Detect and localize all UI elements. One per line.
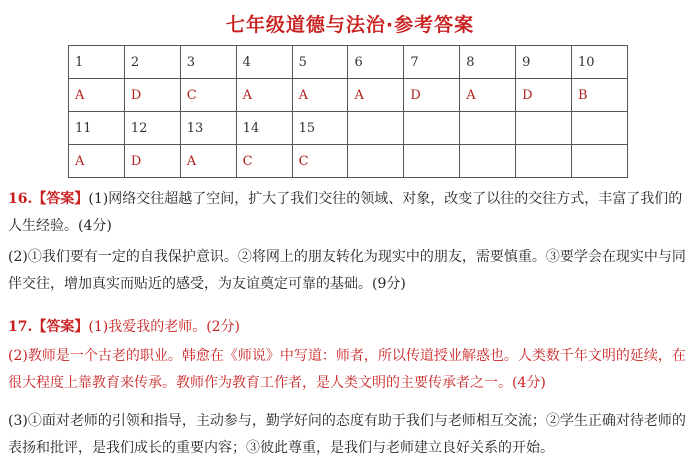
table-row — [69, 79, 628, 112]
table-cell: C — [180, 79, 236, 112]
table-cell: 10 — [572, 46, 628, 79]
table-cell: A — [292, 79, 348, 112]
table-cell: 6 — [348, 46, 404, 79]
table-cell — [460, 112, 516, 145]
table-cell: A — [69, 145, 125, 178]
table-cell: D — [404, 79, 460, 112]
table-cell: A — [180, 145, 236, 178]
q17-part3 — [8, 408, 696, 462]
table-row — [69, 46, 628, 79]
q17-part2 — [8, 343, 696, 397]
table-row — [69, 145, 628, 178]
table-cell: 1 — [69, 46, 125, 79]
table-cell — [572, 145, 628, 178]
table-cell: 8 — [460, 46, 516, 79]
table-cell: D — [124, 79, 180, 112]
table-cell: C — [236, 145, 292, 178]
q16-part1-text: (1)网络交往超越了空间，扩大了我们交往的领域、对象，改变了以往的交往方式，丰富了我们的人生经验。(4分) — [8, 191, 683, 234]
q17-part3-text: (3)①面对老师的引领和指导，主动参与，勤学好问的态度有助于我们与老师相互交流；②学生正确对待老师的表扬和批评，是我们成长的重要内容；③彼此尊重，是我们与老师建立良好关系的开始。 — [8, 413, 686, 456]
table-cell: 9 — [516, 46, 572, 79]
q16-part2 — [8, 244, 696, 298]
table-cell — [348, 145, 404, 178]
table-cell — [404, 145, 460, 178]
table-cell: 7 — [404, 46, 460, 79]
table-cell: B — [572, 79, 628, 112]
table-cell: 12 — [124, 112, 180, 145]
page-title: 七年级道德与法治·参考答案 — [225, 14, 475, 36]
table-cell: 13 — [180, 112, 236, 145]
q16-answer-tag: 【答案】 — [32, 191, 89, 207]
q17-answer-tag: 【答案】 — [32, 319, 89, 335]
q16-part2-text: (2)①我们要有一定的自我保护意识。②将网上的朋友转化为现实中的朋友，需要慎重。③要学会在现实中与同伴交往，增加真实而贴近的感受，为友谊奠定可靠的基础。(9分) — [8, 249, 686, 292]
q17-part1-text: (1)我爱我的老师。(2分) — [88, 319, 241, 335]
table-cell — [572, 112, 628, 145]
table-cell: A — [236, 79, 292, 112]
table-cell: A — [348, 79, 404, 112]
table-cell: C — [292, 145, 348, 178]
q17-part2-text: (2)教师是一个古老的职业。韩愈在《师说》中写道：师者，所以传道授业解惑也。人类数千年文明的延续，在很大程度上靠教育来传承。教师作为教育工作者，是人类文明的主要传承者之一。(4分) — [8, 348, 686, 391]
table-cell — [516, 112, 572, 145]
table-cell — [404, 112, 460, 145]
table-cell: 3 — [180, 46, 236, 79]
answer-table — [68, 45, 628, 178]
table-cell: 4 — [236, 46, 292, 79]
table-cell: 14 — [236, 112, 292, 145]
table-cell — [516, 145, 572, 178]
q17-part1 — [8, 314, 696, 341]
q16-number: 16. — [8, 191, 33, 207]
q16-part1 — [8, 186, 696, 240]
table-cell — [460, 145, 516, 178]
table-cell — [348, 112, 404, 145]
table-cell: 2 — [124, 46, 180, 79]
table-cell: A — [460, 79, 516, 112]
table-cell: A — [69, 79, 125, 112]
table-cell: 15 — [292, 112, 348, 145]
q17-number: 17. — [8, 319, 33, 335]
table-cell: D — [124, 145, 180, 178]
table-cell: 11 — [69, 112, 125, 145]
table-cell: D — [516, 79, 572, 112]
table-row — [69, 112, 628, 145]
table-cell: 5 — [292, 46, 348, 79]
